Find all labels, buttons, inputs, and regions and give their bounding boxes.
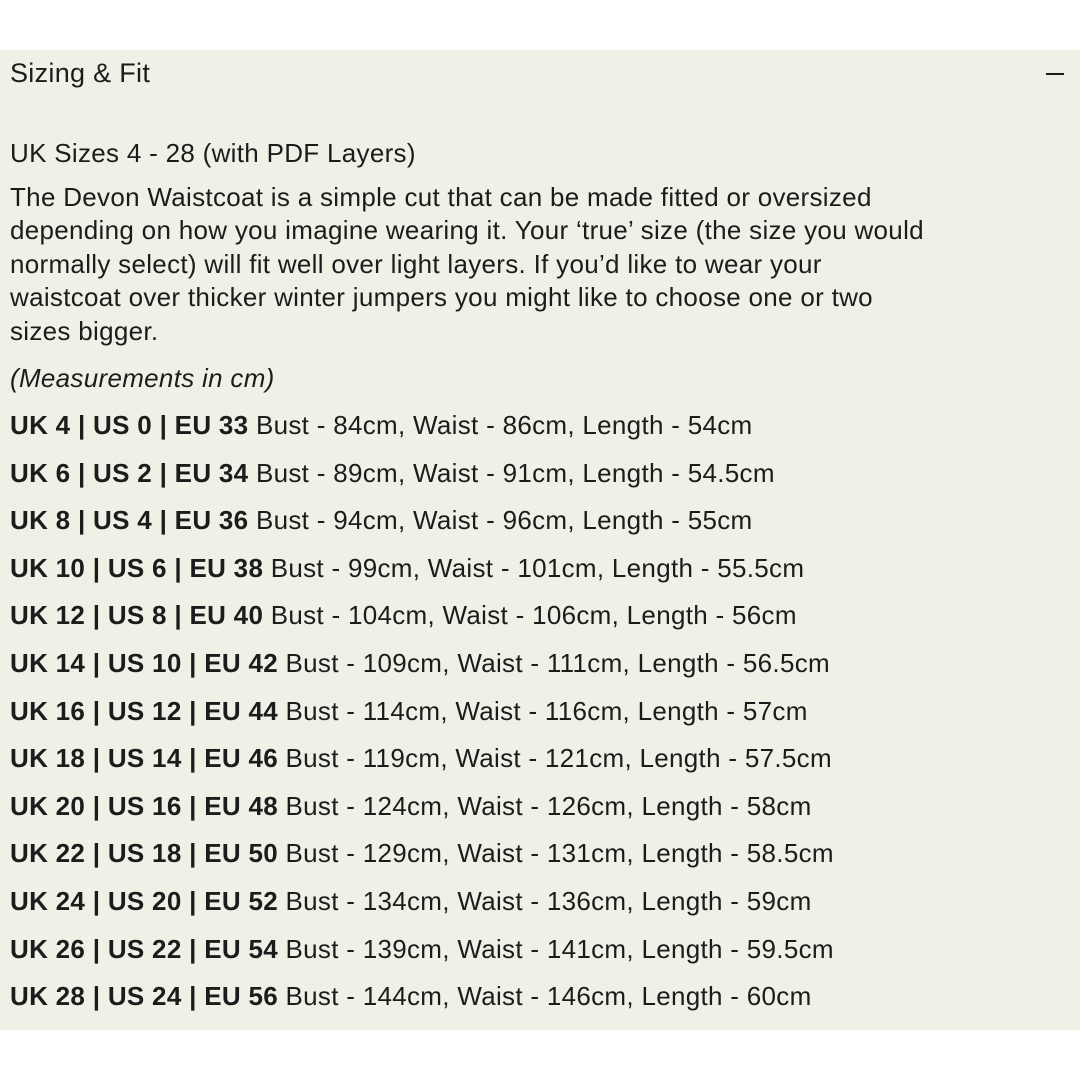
size-row bbox=[10, 979, 1074, 1027]
size-row bbox=[10, 789, 1074, 837]
size-label: UK 8 | US 4 | EU 36 bbox=[10, 505, 249, 536]
size-label: UK 14 | US 10 | EU 42 bbox=[10, 648, 278, 678]
sizing-fit-accordion bbox=[0, 50, 1080, 1030]
size-label: UK 16 | US 12 | EU 44 bbox=[10, 695, 278, 726]
size-measurements: Bust - 109cm, Waist - 111cm, Length - 56.5cm bbox=[285, 648, 830, 678]
units-note: (Measurements in cm) bbox=[10, 363, 275, 394]
size-row bbox=[10, 408, 1074, 456]
size-measurements: Bust - 139cm, Waist - 141cm, Length - 59.5cm bbox=[285, 933, 834, 964]
size-label: UK 12 | US 8 | EU 40 bbox=[10, 600, 264, 631]
accordion-header[interactable] bbox=[10, 56, 1070, 92]
accordion-title: Sizing & Fit bbox=[10, 58, 151, 88]
size-label: UK 26 | US 22 | EU 54 bbox=[10, 933, 278, 964]
size-row bbox=[10, 741, 1074, 789]
size-label: UK 4 | US 0 | EU 33 bbox=[10, 410, 249, 441]
size-row bbox=[10, 646, 1074, 694]
size-label: UK 18 | US 14 | EU 46 bbox=[10, 743, 278, 774]
size-measurements: Bust - 89cm, Waist - 91cm, Length - 54.5cm bbox=[255, 457, 775, 488]
size-label: UK 6 | US 2 | EU 34 bbox=[10, 457, 249, 488]
accordion-content bbox=[10, 136, 1074, 1027]
size-measurements: Bust - 84cm, Waist - 86cm, Length - 54cm bbox=[255, 410, 753, 441]
size-row bbox=[10, 503, 1074, 551]
size-measurements: Bust - 129cm, Waist - 131cm, Length - 58.5cm bbox=[285, 838, 834, 869]
size-row bbox=[10, 884, 1074, 932]
size-measurements: Bust - 134cm, Waist - 136cm, Length - 59cm bbox=[285, 885, 812, 916]
size-list bbox=[10, 408, 1074, 1027]
size-row bbox=[10, 598, 1074, 646]
size-measurements: Bust - 144cm, Waist - 146cm, Length - 60cm bbox=[285, 981, 812, 1012]
minus-icon[interactable] bbox=[1046, 73, 1064, 75]
size-label: UK 24 | US 20 | EU 52 bbox=[10, 885, 278, 916]
size-label: UK 20 | US 16 | EU 48 bbox=[10, 790, 278, 821]
size-measurements: Bust - 99cm, Waist - 101cm, Length - 55.5cm bbox=[270, 552, 805, 583]
size-row bbox=[10, 551, 1074, 599]
size-row bbox=[10, 836, 1074, 884]
size-row bbox=[10, 456, 1074, 504]
size-range-text: UK Sizes 4 - 28 (with PDF Layers) bbox=[10, 138, 416, 168]
size-row bbox=[10, 932, 1074, 980]
size-measurements: Bust - 119cm, Waist - 121cm, Length - 57.5cm bbox=[285, 743, 832, 774]
size-label: UK 10 | US 6 | EU 38 bbox=[10, 552, 264, 583]
size-label: UK 22 | US 18 | EU 50 bbox=[10, 838, 278, 869]
size-label: UK 28 | US 24 | EU 56 bbox=[10, 981, 278, 1012]
size-row bbox=[10, 694, 1074, 742]
size-measurements: Bust - 94cm, Waist - 96cm, Length - 55cm bbox=[255, 505, 753, 536]
size-measurements: Bust - 114cm, Waist - 116cm, Length - 57cm bbox=[285, 695, 808, 726]
size-measurements: Bust - 124cm, Waist - 126cm, Length - 58cm bbox=[285, 790, 812, 821]
fit-description: The Devon Waistcoat is a simple cut that can be made fitted or oversized depending on how you imagine wearing it. Your ‘true’ size (the size you would normally select) will fit well over light layers. If you’d like to wear your waistcoat over thicker winter jumpers you might like to choose one or two sizes bigger. bbox=[10, 182, 924, 346]
size-measurements: Bust - 104cm, Waist - 106cm, Length - 56cm bbox=[270, 600, 797, 631]
